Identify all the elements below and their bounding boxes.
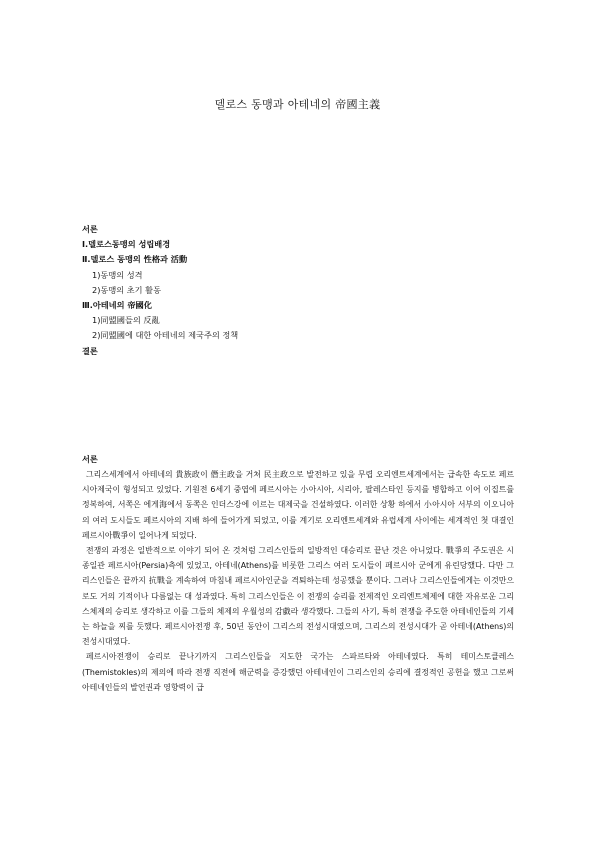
document-title: 델로스 동맹과 아테네의 帝國主義 xyxy=(214,98,381,111)
toc-section-2-2: 2)동맹의 초기 활동 xyxy=(92,284,161,295)
toc-conclusion: 결론 xyxy=(82,345,98,356)
toc-chapter-3: Ⅲ.아테네의 帝國化 xyxy=(82,300,152,311)
toc-section-3-2: 2)同盟國에 대한 아테네의 제국주의 정책 xyxy=(92,330,239,341)
paragraph: 전쟁의 과정은 일반적으로 이야기 되어 온 것처럼 그리스인들의 일방적인 대승리로 끝난 것은 아니었다. 戰爭의 주도권은 시종일관 페르시아(Persia)측에 있었고, 아테네(Athens)를 비롯한 그리스 여러 도시들이 페르시아 군에게 유린당했다. 다만 그리스인들은 끝까지 抗戰을 계속하여 마침내 페르시아인군을 격퇴하는데 성공했을 뿐이다. 그러나 그리스인들에게는 이것만으로도 거의 기적이나 다름없는 대 성과였다. 특히 그리스인들은 이 전쟁의 승리를 전제적인 오리엔트체제에 대한 자유로운 그리스체제의 승리로 생각하고 이를 그들의 체제의 우월성의 감戱라 생각했다. 그들의 사기, 특히 전쟁을 주도한 아테네인들의 기세는 하늘을 찌를 듯했다. 페르시아전쟁 후, 50년 동안이 그리스의 전성시대였으며, 그리스의 전성시대가 곧 아테네(Athens)의 전성시대였다. xyxy=(82,546,514,647)
toc-section-2-1: 1)동맹의 성격 xyxy=(92,269,143,280)
paragraph: 그리스세계에서 아테네의 貴族政이 僭主政을 거쳐 民主政으로 발전하고 있을 무렵 오리엔트세계에서는 급속한 속도로 페르시아제국이 형성되고 있었다. 기원전 6세기 중엽에 페르시아는 小아시아, 시리아, 팔레스타인 등지를 병합하고 이어 이집트를 정복하여, 서쪽은 에게海에서 동쪽은 인더스강에 이르는 대제국을 건설하였다. 이러한 상황 하에서 小아시아 서부의 이오니아의 여러 도시들도 페르시아의 지배 하에 들어가게 되었고, 이를 계기로 오리엔트세계와 유럽세계 사이에는 세계적인 첫 대결인 페르시아戰爭이 일어나게 되었다. xyxy=(82,470,514,540)
toc-section-3-1: 1)同盟國들의 反亂 xyxy=(92,315,160,326)
table-of-contents xyxy=(82,222,522,359)
body-text xyxy=(82,452,514,695)
paragraph: 페르시아전쟁이 승리로 끝나기까지 그리스인들을 지도한 국가는 스파르타와 아테네였다. 특히 테미스토클레스(Themistokles)의 제의에 따라 전쟁 직전에 해군력을 증강했던 아테네인이 그리스인의 승리에 결정적인 공헌을 했고 그로써 아테네인들의 발언권과 영향력이 급 xyxy=(82,652,514,692)
toc-chapter-1: Ⅰ.델로스동맹의 성립배경 xyxy=(82,239,171,250)
toc-chapter-2: Ⅱ.델로스 동맹의 性格과 活動 xyxy=(82,254,188,265)
section-heading: 서론 xyxy=(82,454,98,464)
toc-intro: 서론 xyxy=(82,224,98,234)
